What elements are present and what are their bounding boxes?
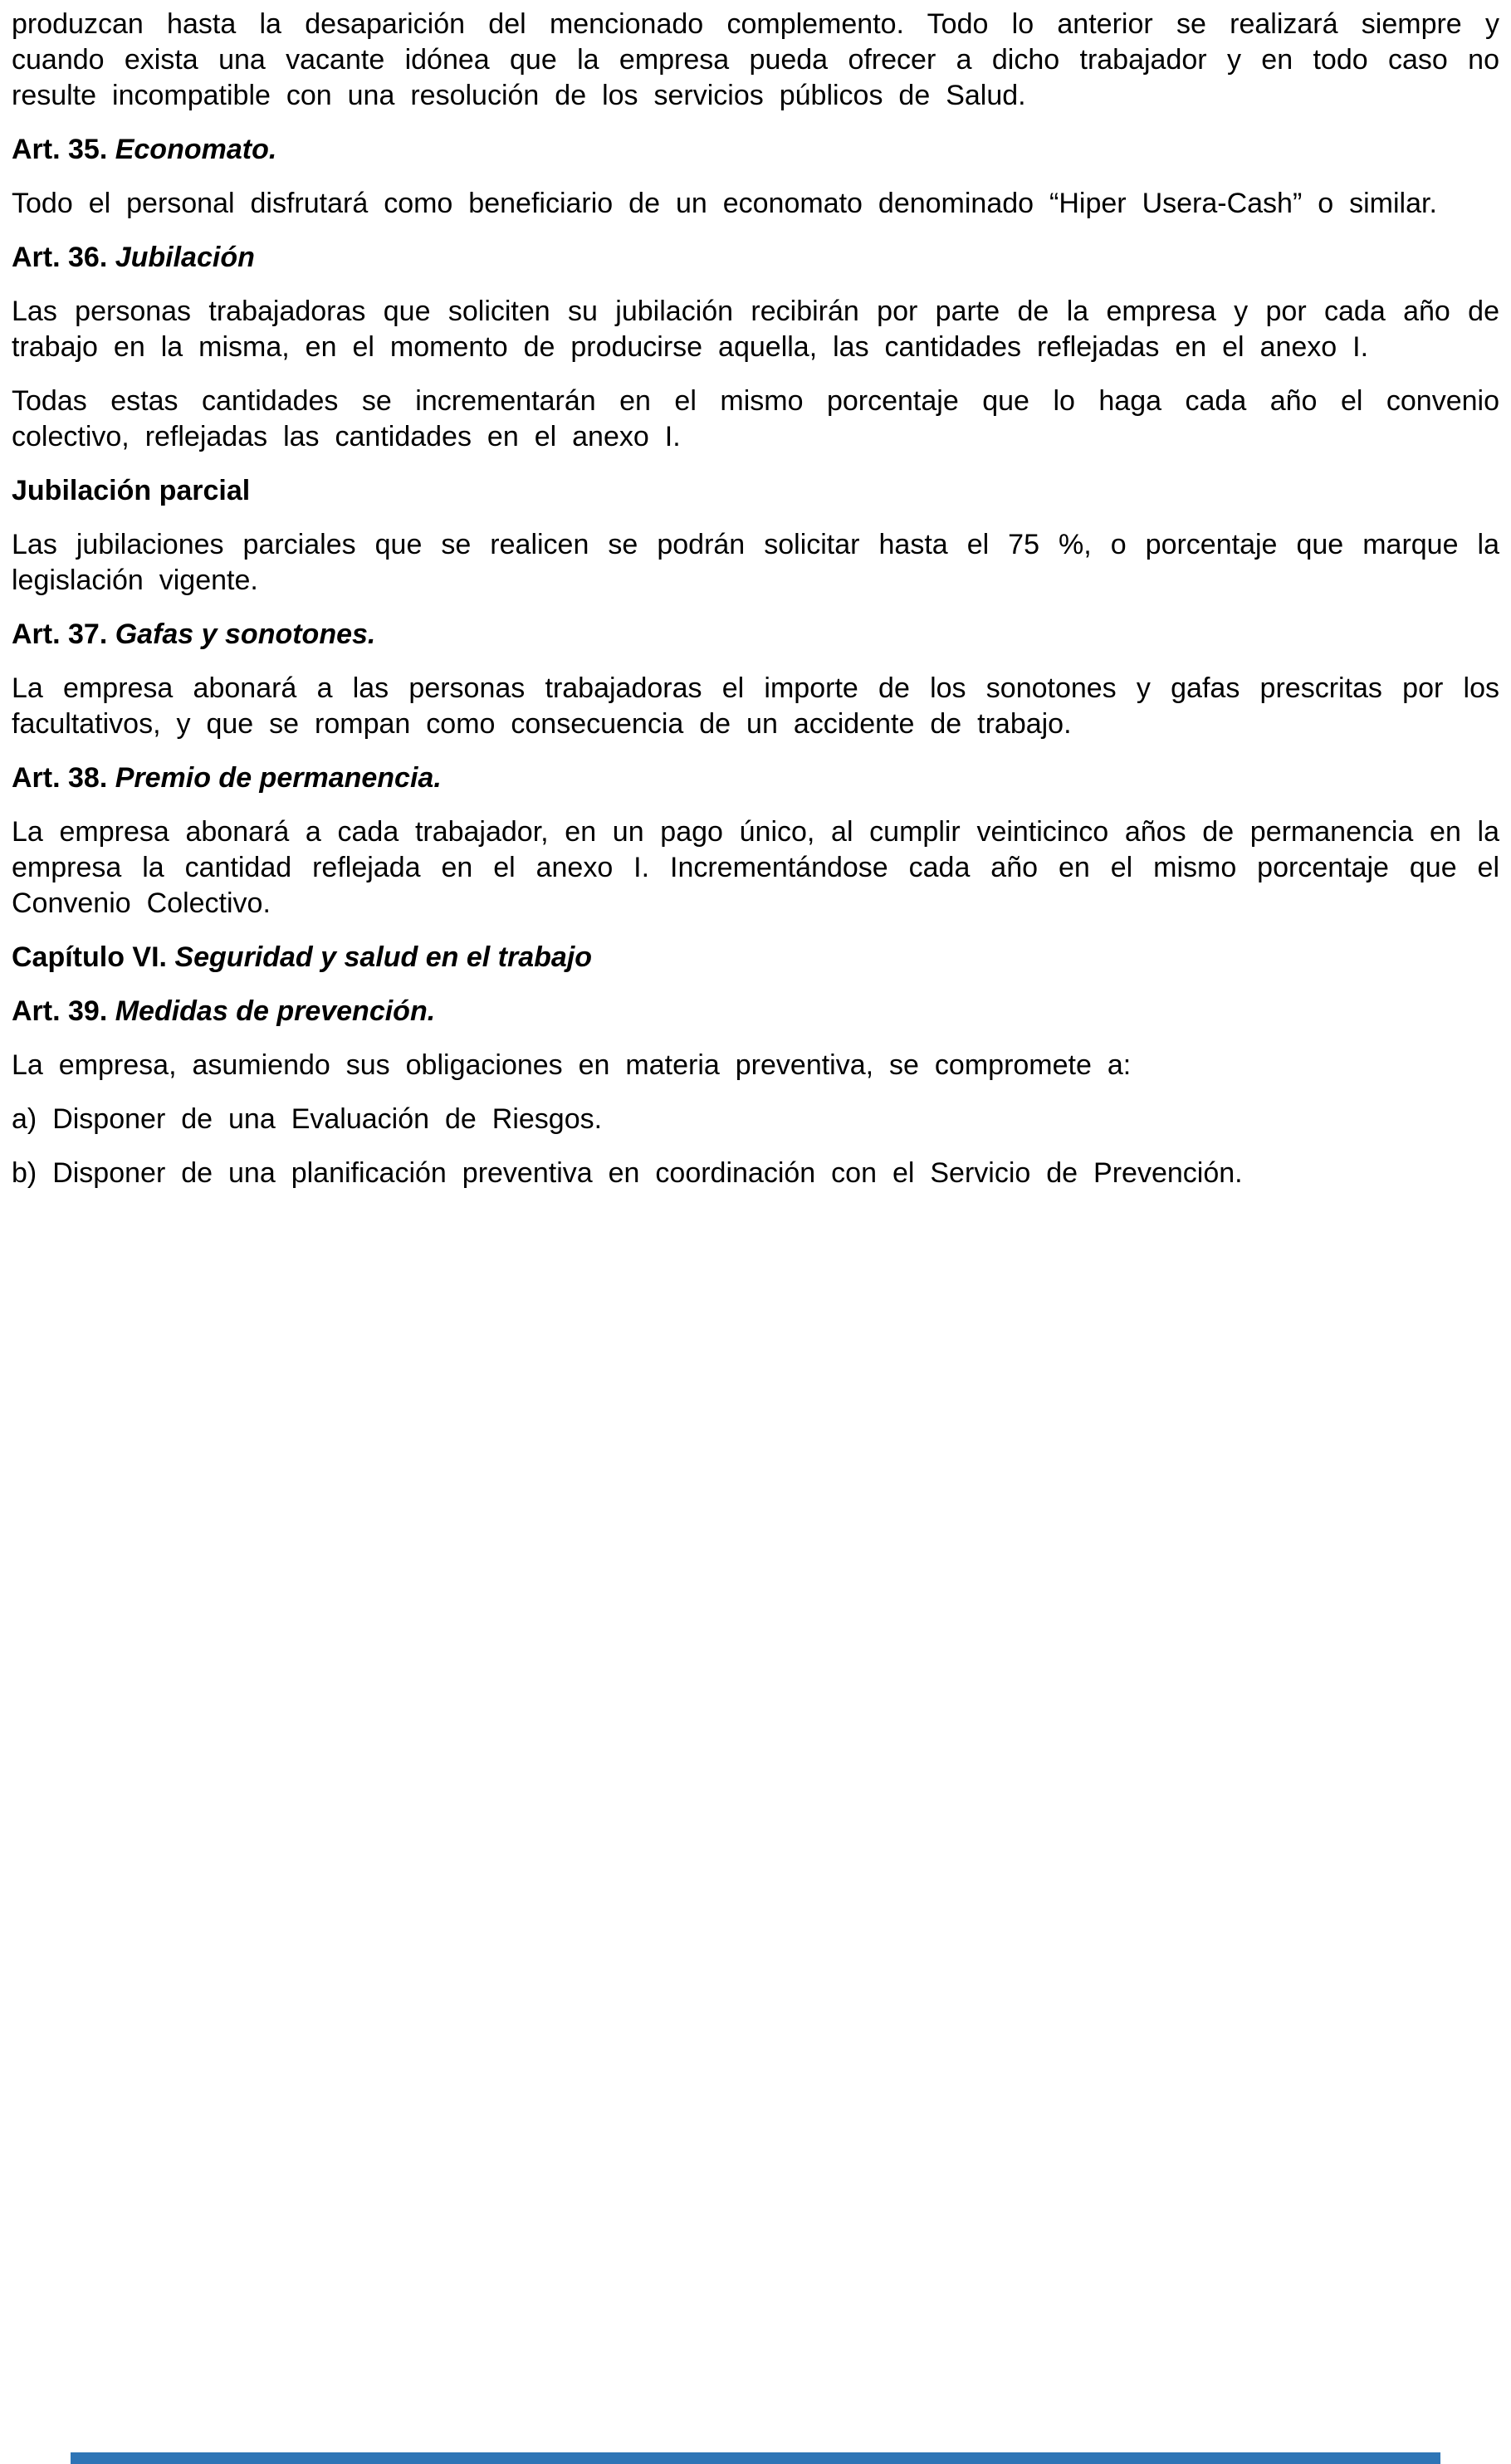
list-item-b: b) Disponer de una planificación preventiva en coordinación con el Servicio de Prevención. — [12, 1157, 1243, 1189]
chapter-6-title: Seguridad y salud en el trabajo — [174, 941, 593, 973]
article-35-title: Economato. — [115, 134, 277, 165]
paragraph-complemento: produzcan hasta la desaparición del mencionado complemento. Todo lo anterior se realizará siempre y cuando exista una vacante idónea que la empresa pueda ofrecer a dicho trabajador y en todo caso no resulte incompatible con una resolución de los servicios públicos de Salud. — [12, 8, 1499, 111]
article-38-title: Premio de permanencia. — [115, 762, 442, 794]
article-39-heading — [12, 994, 1499, 1029]
article-38-number: Art. 38. — [12, 762, 108, 794]
list-item-a: a) Disponer de una Evaluación de Riesgos. — [12, 1103, 603, 1135]
article-35-number: Art. 35. — [12, 134, 108, 165]
article-36-title: Jubilación — [115, 242, 255, 273]
subheading-jubilacion-parcial: Jubilación parcial — [12, 475, 251, 506]
paragraph-jubilacion-2: Todas estas cantidades se incrementarán en el mismo porcentaje que lo haga cada año el convenio colectivo, reflejadas las cantidades en el anexo I. — [12, 385, 1499, 452]
footer-accent-bar — [71, 2452, 1440, 2464]
article-38-heading — [12, 760, 1499, 796]
paragraph-jubilacion-parcial: Las jubilaciones parciales que se realicen se podrán solicitar hasta el 75 %, o porcentaje que marque la legislación vigente. — [12, 529, 1499, 596]
article-37-number: Art. 37. — [12, 618, 108, 650]
article-36-number: Art. 36. — [12, 242, 108, 273]
paragraph-economato: Todo el personal disfrutará como beneficiario de un economato denominado “Hiper Usera-Cash” o similar. — [12, 188, 1437, 219]
article-35-heading — [12, 132, 1499, 168]
article-39-title: Medidas de prevención. — [115, 995, 436, 1027]
chapter-6-heading — [12, 940, 1499, 975]
paragraph-premio-permanencia: La empresa abonará a cada trabajador, en un pago único, al cumplir veinticinco años de permanencia en la empresa la cantidad reflejada en el anexo I. Incrementándose cada año en el mismo porcentaje que el Convenio Colectivo. — [12, 816, 1499, 919]
article-37-title: Gafas y sonotones. — [115, 618, 376, 650]
article-36-heading — [12, 240, 1499, 276]
chapter-6-number: Capítulo VI. — [12, 941, 167, 973]
article-37-heading — [12, 617, 1499, 653]
paragraph-jubilacion-1: Las personas trabajadoras que soliciten su jubilación recibirán por parte de la empresa y por cada año de trabajo en la misma, en el momento de producirse aquella, las cantidades reflejadas en el anexo I. — [12, 296, 1499, 363]
paragraph-gafas: La empresa abonará a las personas trabajadoras el importe de los sonotones y gafas prescritas por los facultativos, y que se rompan como consecuencia de un accidente de trabajo. — [12, 672, 1499, 740]
paragraph-prevencion-intro: La empresa, asumiendo sus obligaciones en materia preventiva, se compromete a: — [12, 1049, 1132, 1081]
article-39-number: Art. 39. — [12, 995, 108, 1027]
